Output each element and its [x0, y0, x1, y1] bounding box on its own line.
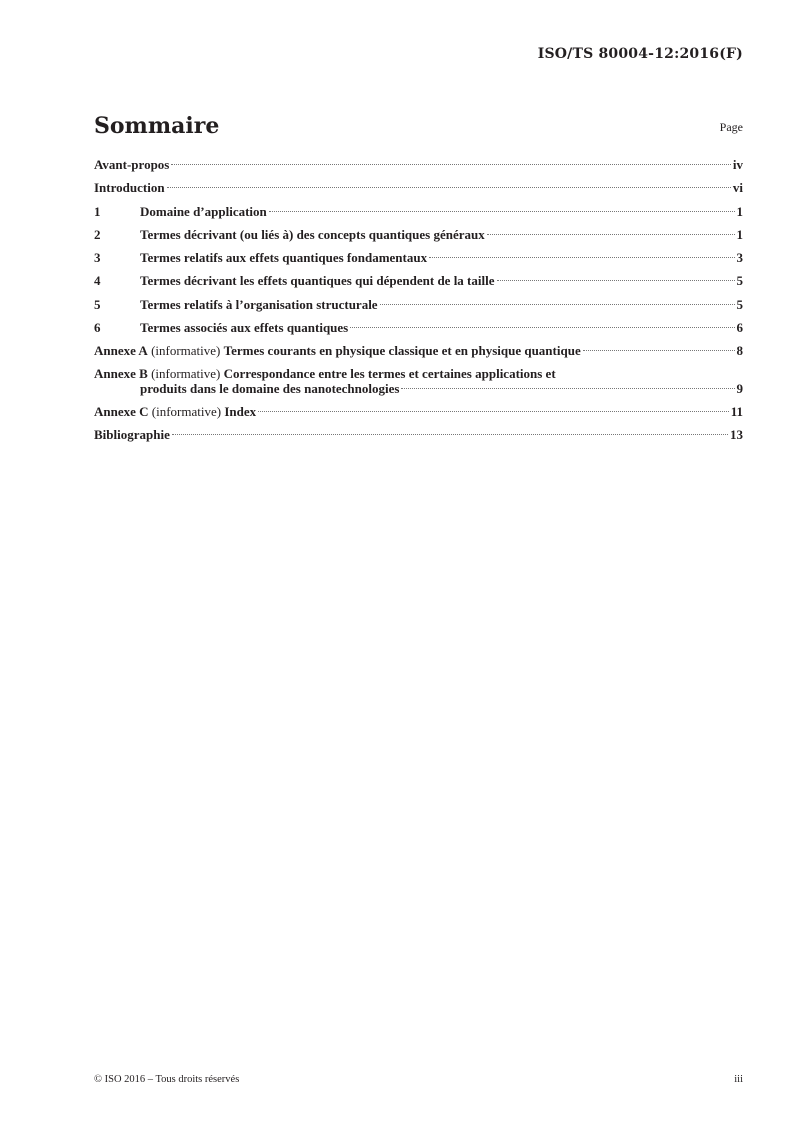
toc-entry-page: 6: [736, 320, 743, 336]
toc-entry-page: 9: [736, 380, 743, 396]
toc-entry-page: 13: [730, 426, 743, 442]
toc-entry-page: 11: [730, 403, 743, 419]
annex-title: Correspondance entre les termes et certaines applications et: [223, 365, 556, 381]
toc-header: [94, 113, 743, 143]
toc-entry-page: 1: [736, 226, 743, 242]
footer-page-number: iii: [734, 1074, 743, 1085]
toc-entry-number: 4: [94, 273, 101, 289]
toc-entry-page: vi: [732, 180, 743, 196]
toc-entry-page: iv: [732, 157, 743, 172]
toc-entry-section-3[interactable]: [94, 246, 743, 269]
dot-leader: [167, 187, 731, 188]
annex-type: (informative): [151, 365, 221, 381]
toc-entry-page: 3: [736, 250, 743, 266]
toc-entry-number: 6: [94, 320, 101, 336]
dot-leader: [487, 234, 735, 235]
toc-entry-label: Bibliographie: [94, 426, 170, 442]
toc-entry-section-5[interactable]: [94, 293, 743, 316]
toc-entry-number: 1: [94, 203, 101, 219]
toc-entry-section-4[interactable]: [94, 269, 743, 292]
toc-entry-label: Introduction: [94, 180, 165, 196]
toc-entry-page: 1: [736, 203, 743, 219]
toc-entry-annex-a[interactable]: [94, 339, 743, 362]
toc-entry-foreword[interactable]: [94, 153, 743, 176]
toc-entry-label: Termes décrivant (ou liés à) des concepts quantiques généraux: [140, 226, 485, 242]
toc-entry-section-6[interactable]: [94, 316, 743, 339]
document-id: ISO/TS 80004-12:2016(F): [537, 46, 743, 62]
toc-entry-page: 5: [736, 296, 743, 312]
dot-leader: [380, 304, 735, 305]
toc-title: Sommaire: [94, 113, 220, 139]
toc-entry-bibliography[interactable]: [94, 423, 743, 446]
table-of-contents: [94, 153, 743, 446]
page-column-label: Page: [719, 120, 743, 134]
toc-entry-section-2[interactable]: [94, 223, 743, 246]
toc-entry-annex-b[interactable]: [94, 363, 743, 400]
toc-entry-label: Avant-propos: [94, 157, 170, 172]
toc-entry-number: 5: [94, 296, 101, 312]
annex-title-continued: produits dans le domaine des nanotechnologies: [140, 380, 400, 396]
toc-entry-page: 5: [736, 273, 743, 289]
toc-entry-label: Termes associés aux effets quantiques: [140, 320, 349, 336]
annex-line: [94, 366, 743, 381]
toc-entry-label: Termes relatifs à l’organisation structurale: [140, 296, 378, 312]
dot-leader: [350, 327, 734, 328]
annex-title: Index: [224, 403, 257, 419]
annex-prefix: Annexe B: [94, 365, 148, 381]
annex-line-continued: [94, 381, 743, 396]
footer-copyright: © ISO 2016 – Tous droits réservés: [94, 1074, 240, 1085]
dot-leader: [172, 434, 728, 435]
annex-type: (informative): [151, 403, 222, 419]
toc-entry-label: Termes relatifs aux effets quantiques fondamentaux: [140, 250, 428, 266]
dot-leader: [401, 388, 734, 389]
toc-entry-section-1[interactable]: [94, 200, 743, 223]
toc-entry-introduction[interactable]: [94, 176, 743, 199]
annex-title: Termes courants en physique classique et en physique quantique: [223, 343, 581, 359]
annex-prefix: Annexe C: [94, 403, 149, 419]
toc-entry-number: 2: [94, 226, 101, 242]
dot-leader: [269, 211, 735, 212]
dot-leader: [583, 350, 735, 351]
toc-entry-page: 8: [736, 343, 743, 359]
dot-leader: [258, 411, 729, 412]
toc-entry-label: Domaine d’application: [140, 203, 267, 219]
annex-prefix: Annexe A: [94, 343, 148, 359]
toc-entry-label: Termes décrivant les effets quantiques qui dépendent de la taille: [140, 273, 495, 289]
toc-entry-annex-c[interactable]: [94, 400, 743, 423]
toc-entry-number: 3: [94, 250, 101, 266]
dot-leader: [497, 280, 735, 281]
dot-leader: [429, 257, 734, 258]
dot-leader: [171, 164, 731, 165]
annex-type: (informative): [151, 343, 221, 359]
